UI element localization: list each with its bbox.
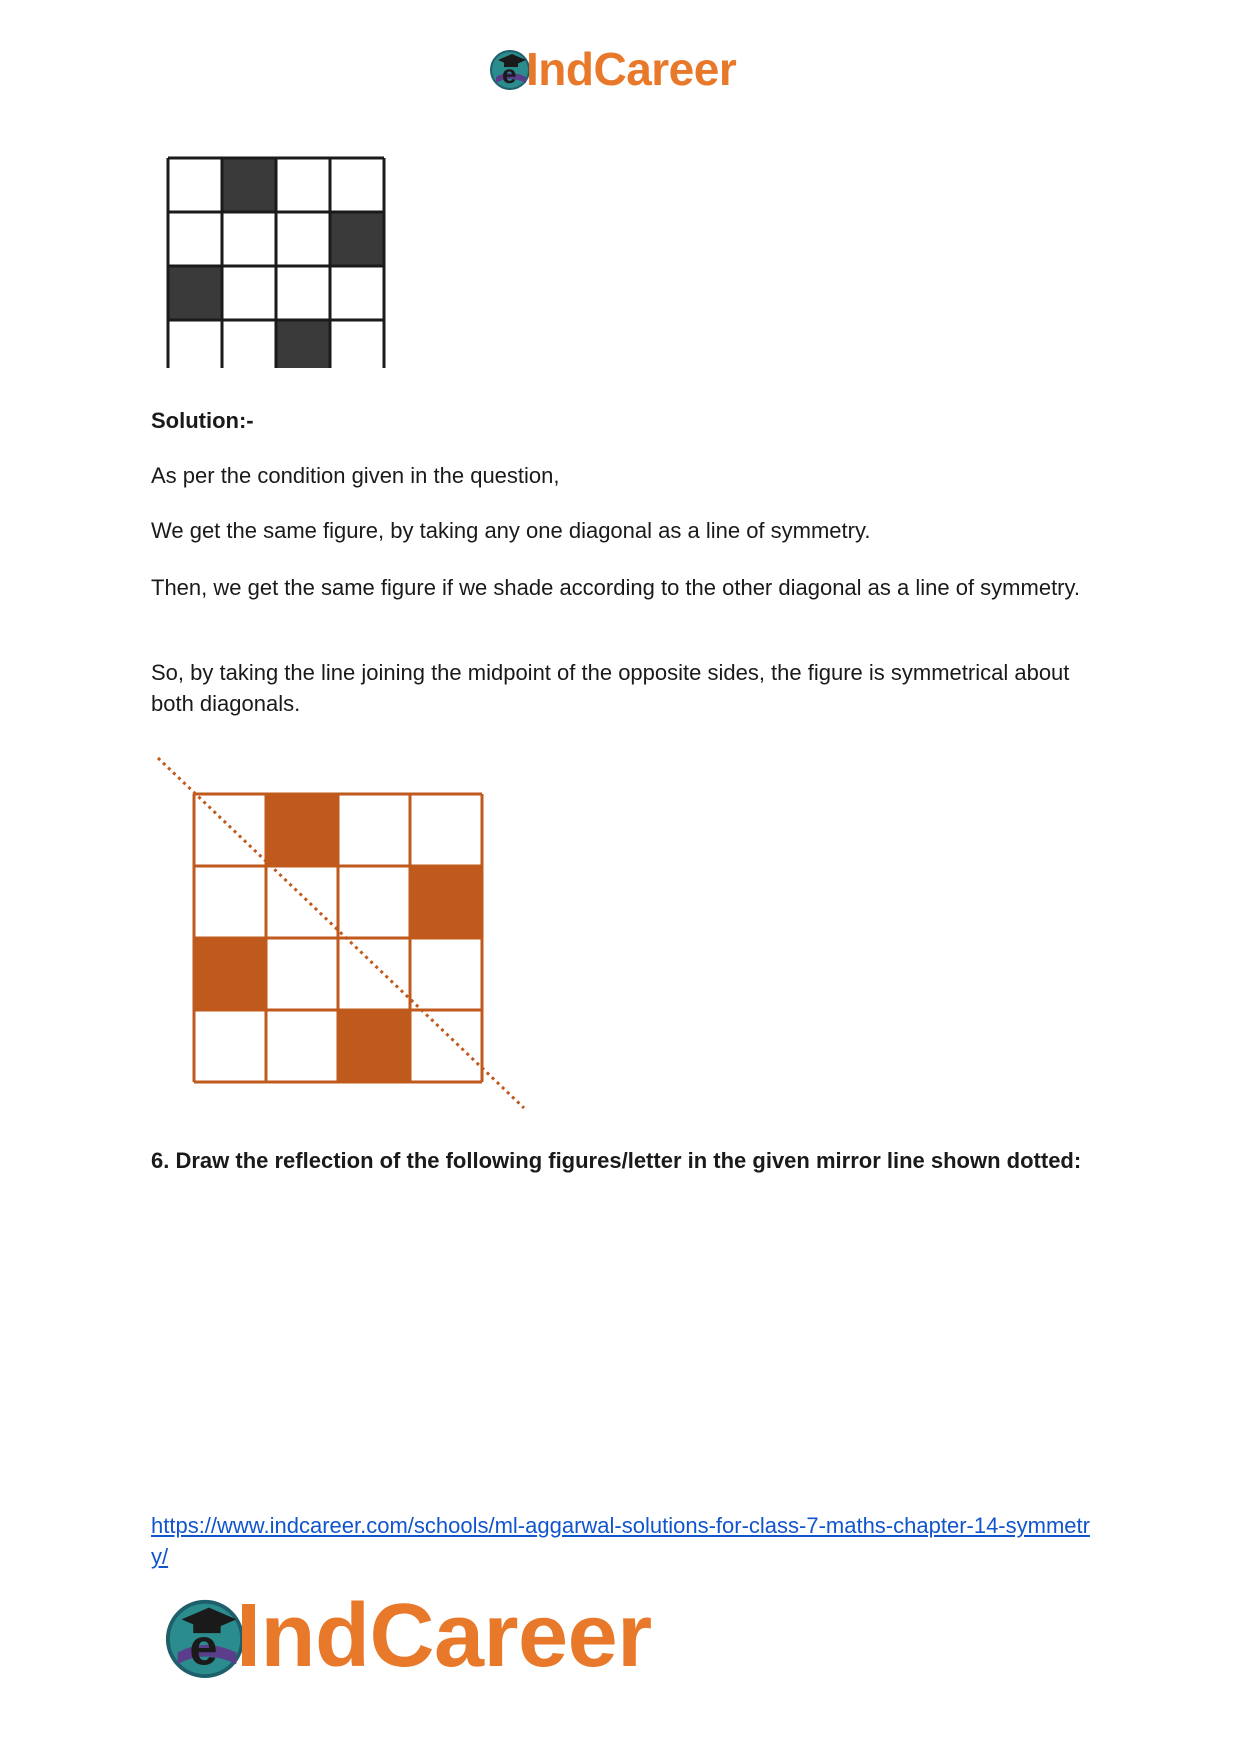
shaded-cell bbox=[194, 938, 266, 1010]
solution-grid bbox=[152, 752, 532, 1118]
footer-logo bbox=[162, 1585, 652, 1688]
shaded-cell bbox=[330, 212, 384, 266]
question-grid bbox=[164, 154, 394, 368]
source-link[interactable]: https://www.indcareer.com/schools/ml-aggarwal-solutions-for-class-7-maths-chapter-14-symmetry/ bbox=[151, 1513, 1090, 1569]
logo-wordmark: IndCareer bbox=[236, 1586, 652, 1686]
question-grid-figure bbox=[164, 154, 394, 373]
shaded-cell bbox=[410, 866, 482, 938]
logo-wordmark: IndCareer bbox=[526, 43, 737, 95]
shaded-cell bbox=[276, 320, 330, 368]
shaded-cell bbox=[222, 158, 276, 212]
shaded-cell bbox=[338, 1010, 410, 1082]
header-logo bbox=[488, 42, 736, 96]
solution-heading: Solution:- bbox=[151, 408, 254, 433]
question-6: 6. Draw the reflection of the following figures/letter in the given mirror line shown dotted: bbox=[151, 1148, 1082, 1173]
solution-paragraph-2: We get the same figure, by taking any one diagonal as a line of symmetry. bbox=[151, 518, 871, 543]
solution-paragraph-1: As per the condition given in the question, bbox=[151, 463, 560, 488]
solution-paragraph-3: Then, we get the same figure if we shade according to the other diagonal as a line of symmetry. bbox=[151, 575, 1080, 600]
shaded-cell bbox=[266, 794, 338, 866]
shaded-cell bbox=[168, 266, 222, 320]
solution-grid-figure bbox=[152, 752, 532, 1123]
svg-text:e: e bbox=[189, 1617, 218, 1675]
svg-text:e: e bbox=[502, 59, 517, 89]
solution-paragraph-4: So, by taking the line joining the midpoint of the opposite sides, the figure is symmetrical about both diagonals. bbox=[151, 660, 1070, 716]
